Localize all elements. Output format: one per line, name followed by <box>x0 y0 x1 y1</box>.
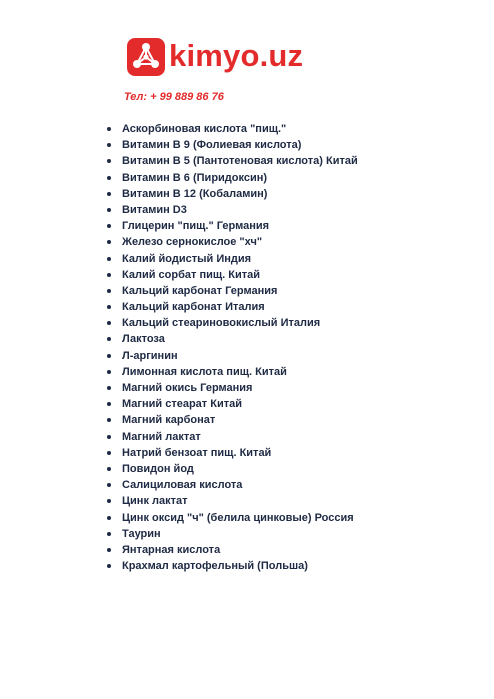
bullet-icon <box>107 321 111 325</box>
list-item <box>104 202 358 218</box>
product-name: Витамин В 12 (Кобаламин) <box>122 187 268 200</box>
list-item <box>104 315 358 331</box>
product-name: Повидон йод <box>122 462 194 475</box>
list-item <box>104 380 358 396</box>
product-list <box>104 121 358 574</box>
bullet-icon <box>107 159 111 163</box>
list-item <box>104 429 358 445</box>
bullet-icon <box>107 370 111 374</box>
list-item <box>104 251 358 267</box>
list-item <box>104 412 358 428</box>
list-item <box>104 121 358 137</box>
bullet-icon <box>107 467 111 471</box>
list-item <box>104 299 358 315</box>
product-name: Магний карбонат <box>122 414 216 427</box>
product-name: Калий йодистый Индия <box>122 252 252 265</box>
product-name: Янтарная кислота <box>122 543 221 556</box>
list-item <box>104 348 358 364</box>
product-name: Цинк лактат <box>122 495 188 508</box>
molecule-icon <box>126 37 166 77</box>
list-item <box>104 493 358 509</box>
bullet-icon <box>107 337 111 341</box>
product-name: Магний окись Германия <box>122 382 253 394</box>
list-item <box>104 526 358 542</box>
list-item <box>104 445 358 461</box>
product-name: Витамин В 6 (Пиридоксин) <box>122 171 268 184</box>
bullet-icon <box>107 564 111 568</box>
product-name: Л-аргинин <box>122 349 178 362</box>
bullet-icon <box>107 386 111 390</box>
bullet-icon <box>107 435 111 439</box>
bullet-icon <box>107 192 111 196</box>
product-name: Кальций карбонат Италия <box>122 301 265 314</box>
bullet-icon <box>107 499 111 503</box>
bullet-icon <box>107 305 111 309</box>
product-name: Цинк оксид "ч" (белила цинковые) Россия <box>122 511 354 524</box>
product-name: Лимонная кислота пищ. Китай <box>122 365 287 378</box>
bullet-icon <box>107 532 111 536</box>
list-item <box>104 461 358 477</box>
contact-phone: Тел: + 99 889 86 76 <box>124 91 224 103</box>
list-item <box>104 558 358 574</box>
product-name: Витамин В 9 (Фолиевая кислота) <box>122 139 302 152</box>
bullet-icon <box>107 516 111 520</box>
list-item <box>104 218 358 234</box>
brand-logo <box>126 33 303 81</box>
product-name: Крахмал картофельный (Польша) <box>122 560 308 573</box>
bullet-icon <box>107 354 111 358</box>
list-item <box>104 331 358 347</box>
list-item <box>104 137 358 153</box>
product-name: Салициловая кислота <box>122 479 243 492</box>
list-item <box>104 396 358 412</box>
bullet-icon <box>107 289 111 293</box>
bullet-icon <box>107 273 111 277</box>
product-name: Лактоза <box>122 333 165 346</box>
product-name: Глицерин "пищ." Германия <box>122 220 270 233</box>
list-item <box>104 364 358 380</box>
bullet-icon <box>107 224 111 228</box>
list-item <box>104 170 358 186</box>
brand-name: kimyo.uz <box>169 38 304 73</box>
bullet-icon <box>107 402 111 406</box>
product-name: Магний стеарат Китай <box>122 398 242 411</box>
product-name: Магний лактат <box>122 430 201 443</box>
bullet-icon <box>107 143 111 147</box>
product-name: Аскорбиновая кислота "пищ." <box>122 123 287 135</box>
bullet-icon <box>107 483 111 487</box>
product-name: Натрий бензоат пищ. Китай <box>122 446 272 459</box>
list-item <box>104 510 358 526</box>
list-item <box>104 542 358 558</box>
bullet-icon <box>107 240 111 244</box>
bullet-icon <box>107 176 111 180</box>
bullet-icon <box>107 548 111 552</box>
product-name: Таурин <box>122 527 161 540</box>
list-item <box>104 283 358 299</box>
list-item <box>104 267 358 283</box>
bullet-icon <box>107 127 111 131</box>
product-name: Калий сорбат пищ. Китай <box>122 268 260 281</box>
bullet-icon <box>107 418 111 422</box>
list-item <box>104 153 358 169</box>
list-item <box>104 186 358 202</box>
list-item <box>104 477 358 493</box>
bullet-icon <box>107 208 111 212</box>
product-name: Витамин D3 <box>122 203 187 216</box>
product-name: Железо сернокислое "хч" <box>122 236 263 249</box>
product-name: Кальций стеариновокислый Италия <box>122 317 321 330</box>
product-name: Витамин В 5 (Пантотеновая кислота) Китай <box>122 155 358 168</box>
list-item <box>104 234 358 250</box>
bullet-icon <box>107 451 111 455</box>
bullet-icon <box>107 257 111 261</box>
product-name: Кальций карбонат Германия <box>122 284 278 297</box>
